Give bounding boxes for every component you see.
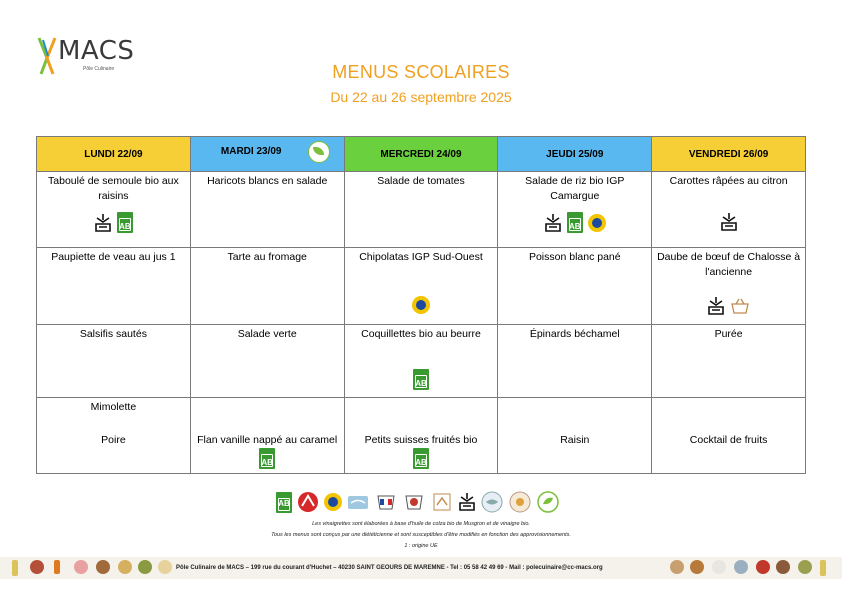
menu-cell: Cocktail de fruits <box>652 398 806 474</box>
day-header-tuesday: MARDI 23/09 <box>190 137 344 172</box>
vegetable-icon <box>138 560 152 574</box>
fish-label-icon <box>480 490 504 514</box>
apple-icon <box>756 560 770 574</box>
label-rouge-icon <box>296 490 320 514</box>
day-header-friday: VENDREDI 26/09 <box>652 137 806 172</box>
local-icon <box>94 213 112 233</box>
page-subtitle: Du 22 au 26 septembre 2025 <box>330 89 512 105</box>
menu-cell: Paupiette de veau au jus 1 <box>37 248 191 325</box>
local-producer-icon <box>430 490 454 514</box>
menu-cell: Coquillettes bio au beurre AB <box>344 325 498 398</box>
jar-icon <box>798 560 812 574</box>
menu-cell: Poisson blanc pané <box>498 248 652 325</box>
table-row <box>37 248 806 325</box>
day-header-monday: LUNDI 22/09 <box>37 137 191 172</box>
footnotes <box>0 519 842 552</box>
local-icon <box>544 213 562 233</box>
bio-icon: AB <box>413 369 429 390</box>
menu-cell: Salsifis sautés <box>37 325 191 398</box>
msc-icon <box>346 490 370 514</box>
note-vinaigrette: Les vinaigrettes sont élaborées à base d'huile de colza bio de Musgron et de vinaigre bio. <box>312 521 530 527</box>
local-icon <box>720 212 738 232</box>
igp-icon <box>324 493 342 511</box>
menu-cell: Salade verte <box>190 325 344 398</box>
egg-icon <box>158 560 172 574</box>
menu-cell: Salade de riz bio IGP Camargue AB <box>498 172 652 248</box>
menu-cell: Taboulé de semoule bio aux raisins AB <box>37 172 191 248</box>
seasonal-icon <box>508 490 532 514</box>
bottle-icon <box>12 560 18 576</box>
bio-icon: AB <box>117 212 133 233</box>
table-row <box>37 398 806 474</box>
logo-sub: Pôle Culinaire <box>83 66 115 72</box>
menu-cell: Épinards béchamel <box>498 325 652 398</box>
page-title: MENUS SCOLAIRES <box>332 62 510 82</box>
bio-icon: AB <box>276 492 292 513</box>
menu-cell: Mimolette Poire <box>37 398 191 474</box>
logo-name: MACS <box>58 36 135 66</box>
menu-cell: Flan vanille nappé au caramel AB <box>190 398 344 474</box>
basket-food-icon <box>690 560 704 574</box>
table-row <box>37 172 806 248</box>
french-meat-icon <box>402 490 426 514</box>
grain-icon <box>118 560 132 574</box>
leaf-icon <box>536 490 560 514</box>
bio-icon: AB <box>259 448 275 469</box>
table-row <box>37 325 806 398</box>
menu-cell: Daube de bœuf de Chalosse à l'ancienne <box>652 248 806 325</box>
bio-icon: AB <box>567 212 583 233</box>
menu-cell: Petits suisses fruités bio AB <box>344 398 498 474</box>
pig-icon <box>74 560 88 574</box>
menu-cell: Raisin <box>498 398 652 474</box>
milk-icon <box>712 560 726 574</box>
day-header-thursday: JEUDI 25/09 <box>498 137 652 172</box>
igp-icon <box>588 214 606 232</box>
bottle-icon <box>820 560 826 576</box>
note-dietitian: Tous les menus sont conçus par une diététicienne et sont susceptibles d'être modifiés en fonction des approvisionnements. <box>271 532 571 538</box>
note-origin: 1 : origine UE <box>404 543 438 549</box>
cookie-icon <box>670 560 684 574</box>
menu-table <box>36 136 806 474</box>
cow-head-icon <box>776 560 790 574</box>
local-icon <box>458 492 476 512</box>
bread-icon <box>96 560 110 574</box>
leaf-icon <box>308 141 330 163</box>
fish-icon <box>734 560 748 574</box>
carrot-icon <box>54 560 60 574</box>
igp-icon <box>412 296 430 314</box>
menu-cell: Carottes râpées au citron <box>652 172 806 248</box>
menu-cell: Salade de tomates <box>344 172 498 248</box>
menu-cell: Chipolatas IGP Sud-Ouest <box>344 248 498 325</box>
menu-cell: Purée <box>652 325 806 398</box>
french-origin-icon <box>374 490 398 514</box>
labels-legend <box>276 490 560 514</box>
bio-icon: AB <box>413 448 429 469</box>
day-header-wednesday: MERCREDI 24/09 <box>344 137 498 172</box>
local-icon <box>707 296 725 316</box>
menu-cell: Haricots blancs en salade <box>190 172 344 248</box>
footer-address: Pôle Culinaire de MACS – 199 rue du courant d'Huchet – 40230 SAINT GEOURS DE MAREMNE - Tel : 05 58 42 49 69 - Mail : polecuinaire@cc-macs.org <box>176 565 603 571</box>
cow-icon <box>30 560 44 574</box>
basket-icon <box>730 297 750 315</box>
menu-cell: Tarte au fromage <box>190 248 344 325</box>
